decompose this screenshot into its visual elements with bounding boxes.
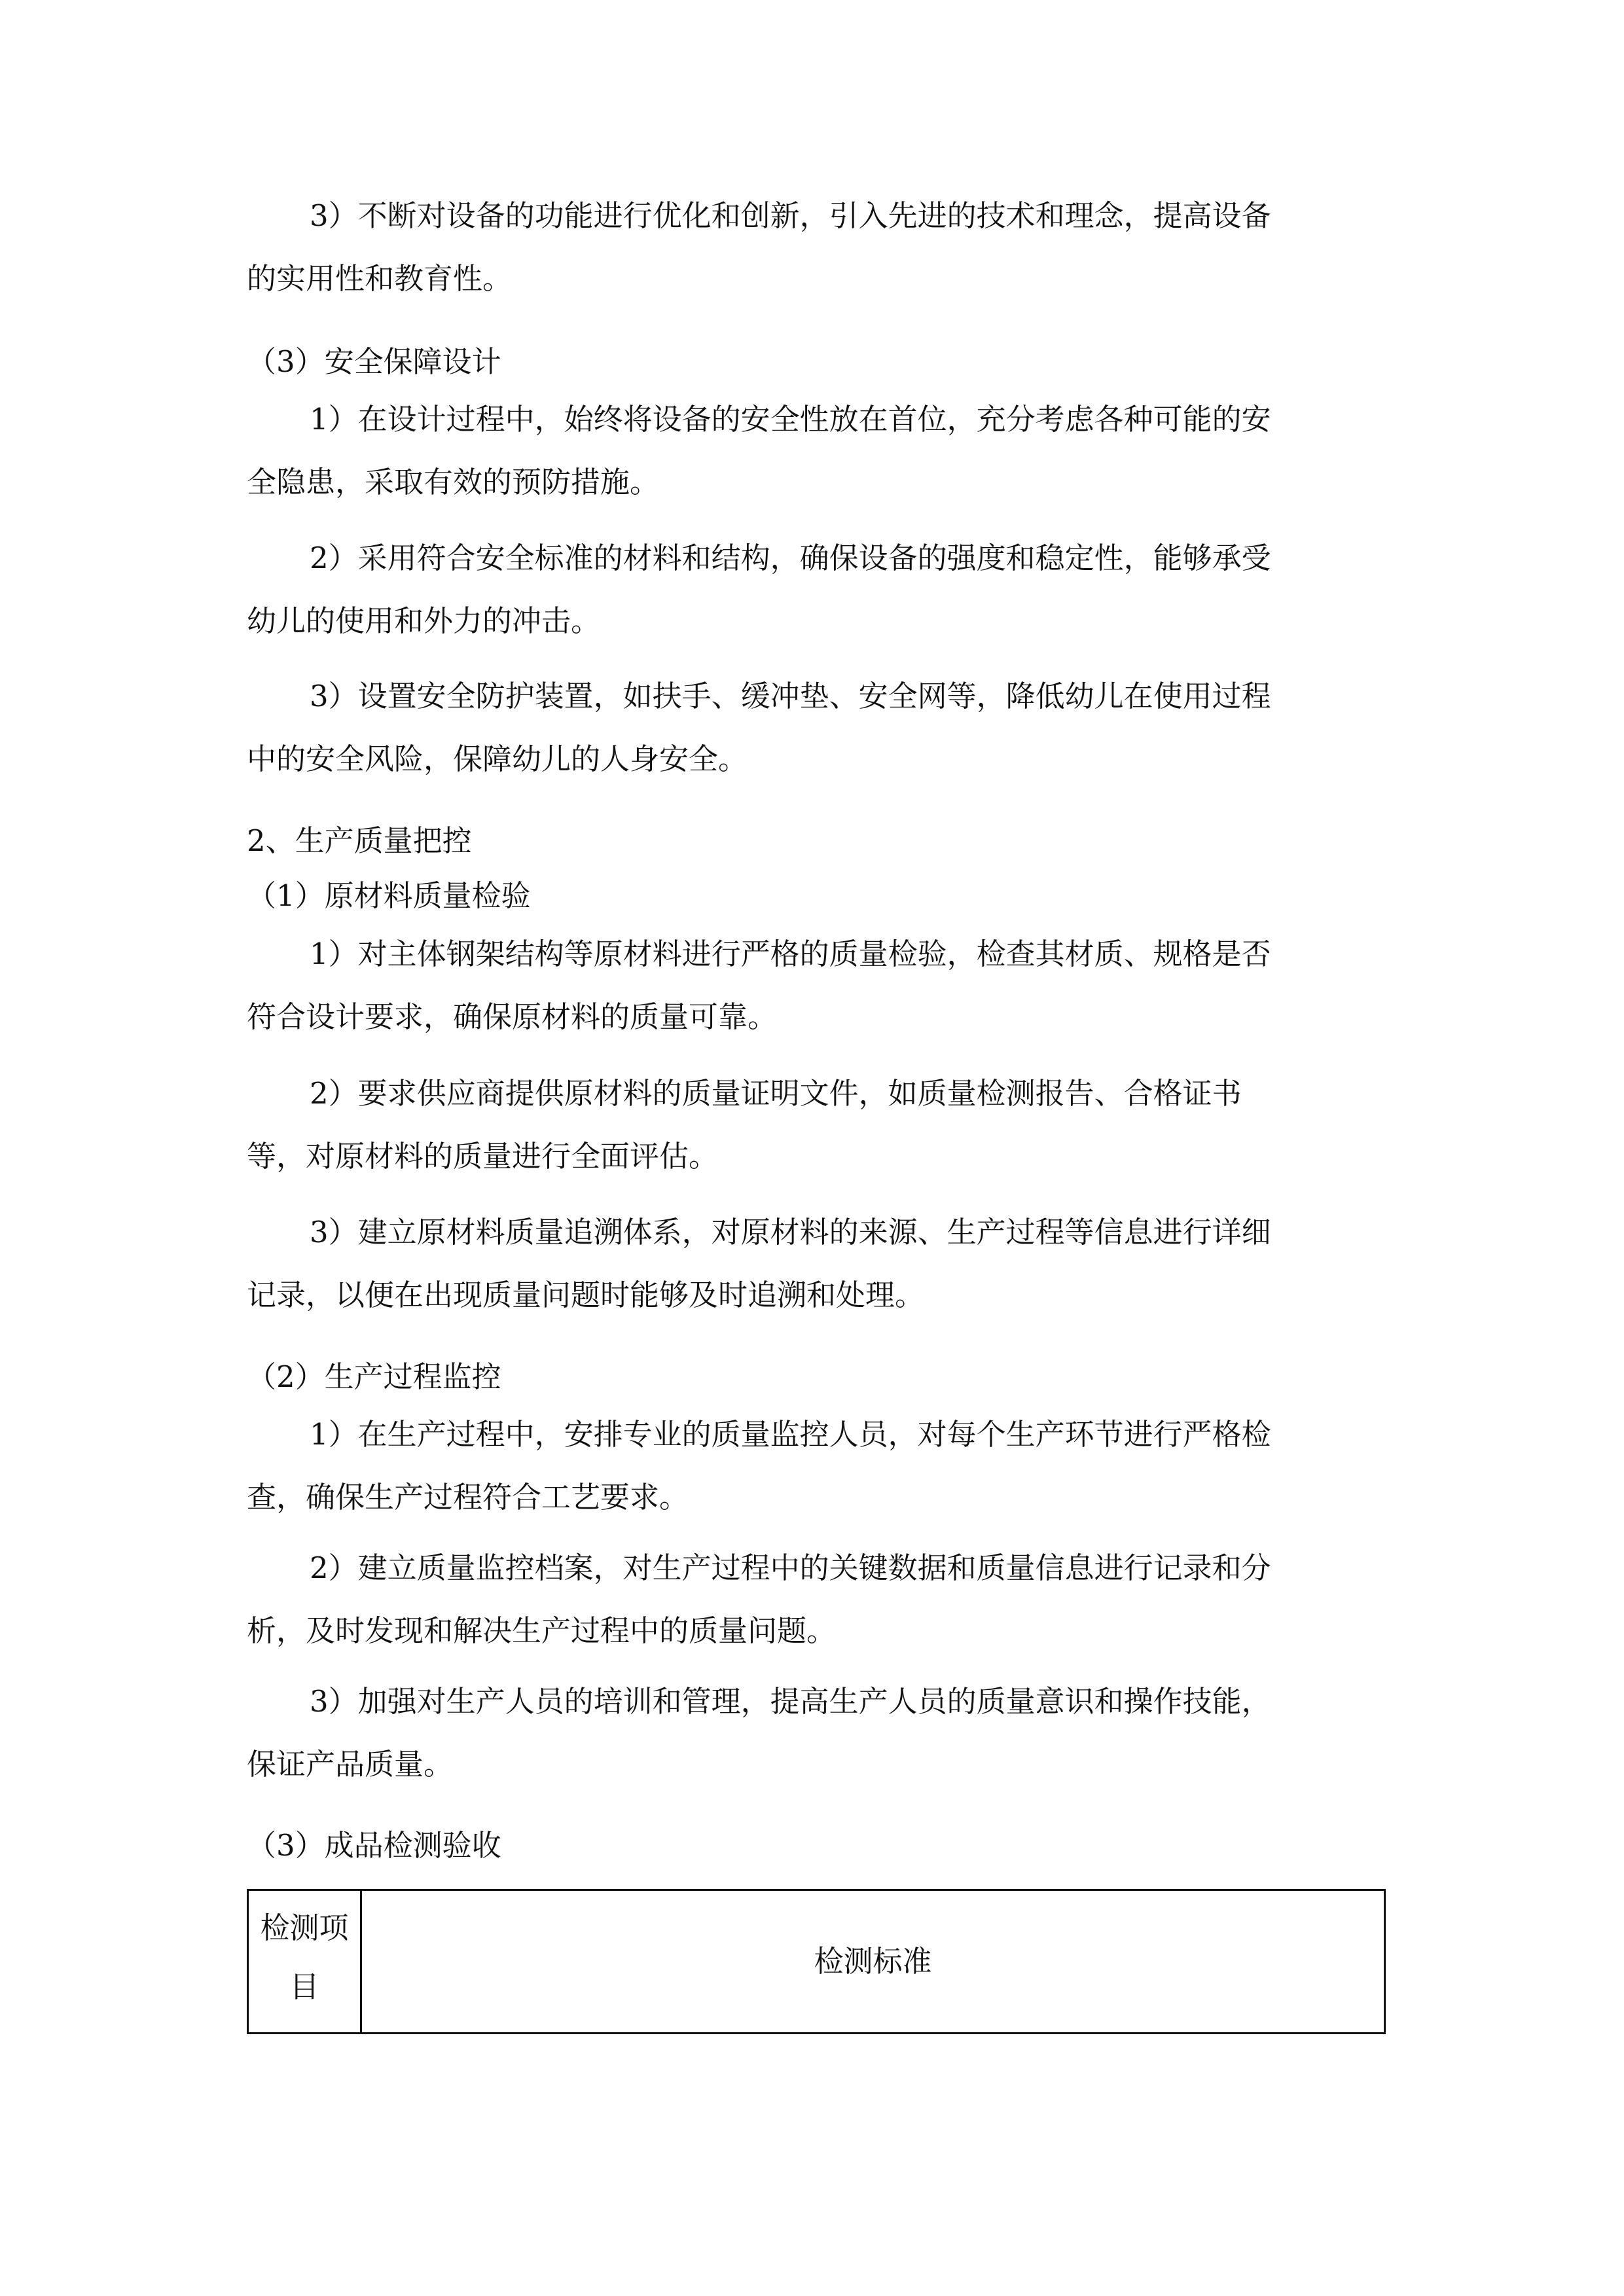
paragraph-line: 析，及时发现和解决生产过程中的质量问题。 <box>247 1613 837 1648</box>
table-header-standard-label: 检测标准 <box>814 1944 932 1979</box>
paragraph-line: 2）要求供应商提供原材料的质量证明文件，如质量检测报告、合格证书 <box>310 1076 1242 1111</box>
subsection-heading: （2）生产过程监控 <box>247 1359 501 1394</box>
paragraph-line: 1）对主体钢架结构等原材料进行严格的质量检验，检查其材质、规格是否 <box>310 937 1271 971</box>
table-header-item-line2: 目 <box>289 1969 319 2004</box>
paragraph-line: 2）建立质量监控档案，对生产过程中的关键数据和质量信息进行记录和分 <box>310 1551 1271 1585</box>
table-header-item <box>249 1891 362 2032</box>
subsection-heading: （3）安全保障设计 <box>247 344 501 379</box>
paragraph-line: 3）设置安全防护装置，如扶手、缓冲垫、安全网等，降低幼儿在使用过程 <box>310 679 1271 713</box>
paragraph-line: 中的安全风险，保障幼儿的人身安全。 <box>247 742 748 776</box>
paragraph-line: 查，确保生产过程符合工艺要求。 <box>247 1480 689 1515</box>
paragraph-line: 幼儿的使用和外力的冲击。 <box>247 603 601 638</box>
paragraph-line: 3）加强对生产人员的培训和管理，提高生产人员的质量意识和操作技能， <box>310 1684 1271 1719</box>
paragraph-line: 等，对原材料的质量进行全面评估。 <box>247 1139 719 1174</box>
paragraph-line: 记录，以便在出现质量问题时能够及时追溯和处理。 <box>247 1278 925 1312</box>
table-header-item-line1: 检测项 <box>260 1910 349 1945</box>
paragraph-line: 的实用性和教育性。 <box>247 261 513 296</box>
paragraph-line: 2）采用符合安全标准的材料和结构，确保设备的强度和稳定性，能够承受 <box>310 541 1271 575</box>
subsection-heading: （3）成品检测验收 <box>247 1828 501 1863</box>
inspection-table <box>247 1889 1386 2034</box>
paragraph-line: 3）不断对设备的功能进行优化和创新，引入先进的技术和理念，提高设备 <box>310 198 1271 233</box>
paragraph-line: 保证产品质量。 <box>247 1747 454 1782</box>
table-header-standard <box>362 1891 1384 2032</box>
paragraph-line: 全隐患，采取有效的预防措施。 <box>247 465 660 499</box>
paragraph-line: 1）在设计过程中，始终将设备的安全性放在首位，充分考虑各种可能的安 <box>310 402 1271 437</box>
section-heading: 2、生产质量把控 <box>247 823 472 858</box>
paragraph-line: 符合设计要求，确保原材料的质量可靠。 <box>247 999 778 1034</box>
subsection-heading: （1）原材料质量检验 <box>247 878 531 913</box>
paragraph-line: 1）在生产过程中，安排专业的质量监控人员，对每个生产环节进行严格检 <box>310 1417 1271 1452</box>
paragraph-line: 3）建立原材料质量追溯体系，对原材料的来源、生产过程等信息进行详细 <box>310 1215 1271 1249</box>
